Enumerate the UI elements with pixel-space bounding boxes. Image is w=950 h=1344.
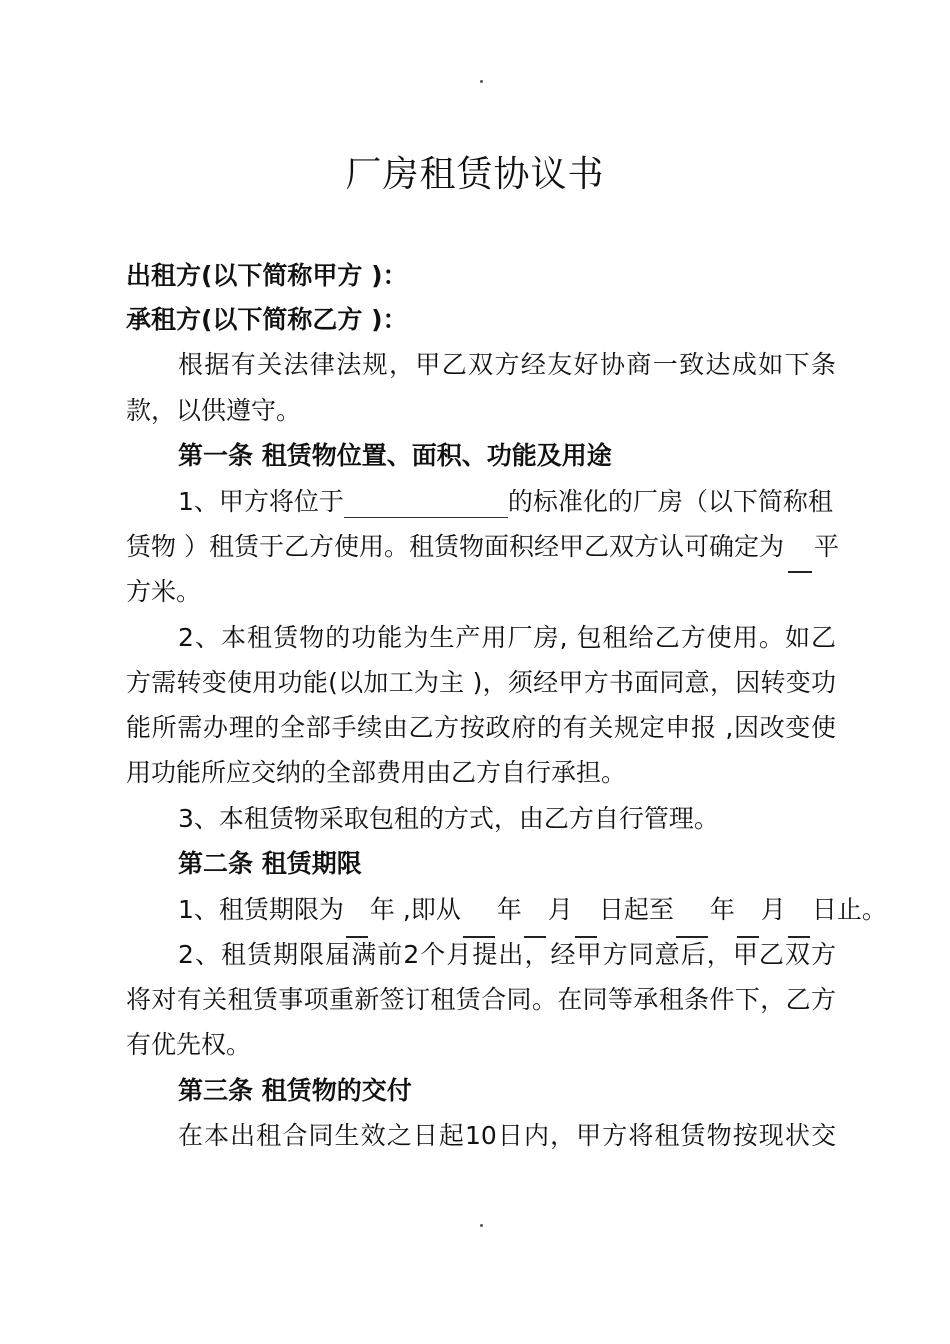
term-text-c: 年 bbox=[496, 895, 522, 924]
article1-p1-line2 bbox=[126, 525, 839, 569]
article2-heading: 第二条 租赁期限 bbox=[178, 849, 362, 878]
term-text-h: 日止。 bbox=[811, 895, 887, 924]
document-title: 厂房租赁协议书 bbox=[345, 154, 605, 195]
location-blank bbox=[344, 491, 508, 518]
article2-p1 bbox=[178, 888, 887, 932]
article1-p1-line3: 方米。 bbox=[126, 577, 202, 606]
article2-p2-line1: 2、租赁期限届满前2个月提出，经甲方同意后，甲乙双方 bbox=[178, 940, 836, 969]
article1-p3: 3、本租赁物采取包租的方式，由乙方自行管理。 bbox=[178, 804, 719, 833]
term-text-f: 年 bbox=[709, 895, 735, 924]
term-text-d: 月 bbox=[547, 895, 573, 924]
footer-dot bbox=[480, 1224, 483, 1227]
lessor-label: 出租方(以下简称甲方 )： bbox=[126, 261, 408, 290]
article1-p1-line1 bbox=[178, 480, 836, 524]
term-text-a: 1、租赁期限为 bbox=[178, 895, 344, 924]
article1-p2-line3: 能所需办理的全部手续由乙方按政府的有关规定申报 ,因改变使 bbox=[126, 713, 836, 742]
article1-p1-text-b: 的标准化的厂房（以下简称租 bbox=[507, 487, 833, 516]
term-text-e: 日起至 bbox=[598, 895, 674, 924]
article1-p1-text-a: 1、甲方将位于 bbox=[178, 487, 344, 516]
article2-p2-line3: 有优先权。 bbox=[126, 1030, 252, 1059]
intro-line-1: 根据有关法律法规，甲乙双方经友好协商一致达成如下条 bbox=[178, 350, 836, 379]
header-dot bbox=[480, 80, 483, 83]
term-text-g: 月 bbox=[760, 895, 786, 924]
area-unit-text: 平 bbox=[813, 532, 839, 561]
lessee-label: 承租方(以下简称乙方 )： bbox=[126, 305, 408, 334]
article2-p2-line2: 将对有关租赁事项重新签订租赁合同。在同等承租条件下，乙方 bbox=[126, 985, 836, 1014]
article1-p2-line4: 用功能所应交纳的全部费用由乙方自行承担。 bbox=[126, 758, 627, 787]
article1-p1-line2-text: 赁物 ）租赁于乙方使用。租赁物面积经甲乙双方认可确定为 bbox=[126, 532, 784, 561]
article1-p2-line1: 2、本租赁物的功能为生产用厂房, 包租给乙方使用。如乙 bbox=[178, 623, 836, 652]
term-text-b: 年 ,即从 bbox=[369, 895, 461, 924]
article3-p1: 在本出租合同生效之日起10日内，甲方将租赁物按现状交 bbox=[178, 1121, 836, 1150]
article3-heading: 第三条 租赁物的交付 bbox=[178, 1076, 412, 1105]
intro-line-2: 款，以供遵守。 bbox=[126, 396, 302, 425]
article1-p2-line2: 方需转变使用功能(以加工为主 )，须经甲方书面同意，因转变功 bbox=[126, 668, 836, 697]
article1-heading: 第一条 租赁物位置、面积、功能及用途 bbox=[178, 441, 612, 470]
